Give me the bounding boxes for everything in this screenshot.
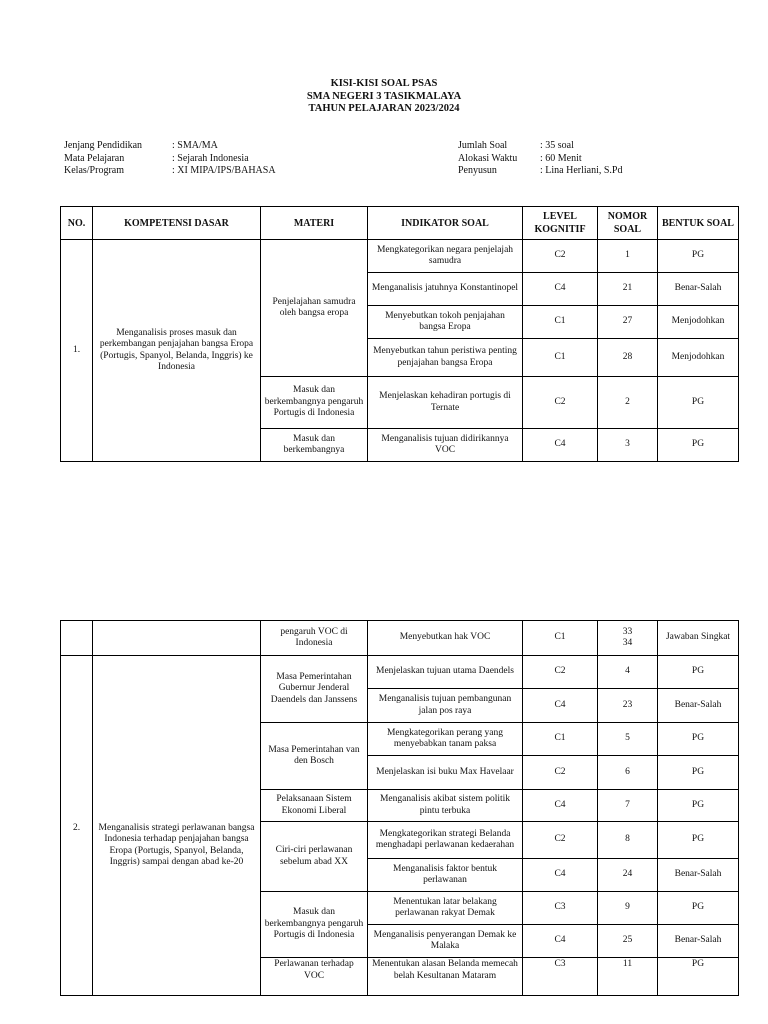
table-row <box>61 822 739 859</box>
title-line-3: TAHUN PELAJARAN 2023/2024 <box>308 103 460 114</box>
col-header-bentuk: BENTUK SOAL <box>658 207 739 240</box>
cell-level: C1 <box>523 306 598 339</box>
info-label: Penyusun <box>458 165 497 176</box>
title-line-2: SMA NEGERI 3 TASIKMALAYA <box>306 90 462 102</box>
info-row <box>458 153 623 166</box>
cell-nomor: 2 <box>598 377 658 429</box>
document-title <box>0 78 768 116</box>
info-label: Kelas/Program <box>64 165 124 176</box>
cell-bentuk: PG <box>658 429 739 462</box>
cell-level: C4 <box>523 790 598 822</box>
cell-level: C1 <box>523 339 598 377</box>
cell-bentuk: Benar-Salah <box>658 925 739 958</box>
cell-nomor: 33 34 <box>598 621 658 656</box>
info-left <box>64 140 276 178</box>
info-label: Alokasi Waktu <box>458 152 518 164</box>
title-line-1: KISI-KISI SOAL PSAS <box>330 78 438 89</box>
cell-indikator: Menganalisis jatuhnya Konstantinopel <box>368 273 523 306</box>
cell-materi: Masa Pemerintahan van den Bosch <box>261 723 368 790</box>
info-value: : SMA/MA <box>172 140 218 151</box>
cell-indikator: Menganalisis tujuan pembangunan jalan pos raya <box>368 689 523 723</box>
cell-bentuk: PG <box>658 240 739 273</box>
info-label: Mata Pelajaran <box>64 152 125 164</box>
info-row <box>458 140 623 153</box>
cell-bentuk: PG <box>658 377 739 429</box>
cell-bentuk: PG <box>658 790 739 822</box>
cell-kompetensi-dasar: Menganalisis strategi perlawanan bangsa Indonesia terhadap penjajahan bangsa Eropa (Portugis, Spanyol, Belanda, Inggris) sampai dengan abad ke-20 <box>93 822 261 996</box>
cell-materi: Penjelajahan samudra oleh bangsa eropa <box>261 240 368 377</box>
cell-level: C4 <box>523 689 598 723</box>
cell-level: C4 <box>523 859 598 892</box>
cell-materi: Masa Pemerintahan Gubernur Jenderal Daendels dan Janssens <box>261 656 368 723</box>
cell-materi: Ciri-ciri perlawanan sebelum abad XX <box>261 822 368 892</box>
cell-level: C2 <box>523 822 598 859</box>
cell-level: C2 <box>523 377 598 429</box>
cell-nomor: 4 <box>598 656 658 689</box>
cell-nomor: 21 <box>598 273 658 306</box>
cell-indikator: Menganalisis faktor bentuk perlawanan <box>368 859 523 892</box>
cell-no: 2. <box>61 822 93 996</box>
cell-indikator: Menganalisis tujuan didirikannya VOC <box>368 429 523 462</box>
kisi-kisi-table-page-1 <box>60 206 739 462</box>
info-row <box>458 165 623 178</box>
info-value: : Sejarah Indonesia <box>172 152 249 164</box>
cell-indikator: Menjelaskan isi buku Max Havelaar <box>368 756 523 790</box>
info-row <box>64 140 276 153</box>
cell-bentuk: PG <box>658 958 739 996</box>
cell-materi: Masuk dan berkembangnya pengaruh Portugis di Indonesia <box>261 892 368 958</box>
cell-level: C2 <box>523 240 598 273</box>
cell-indikator: Mengkategorikan strategi Belanda menghadapi perlawanan kedaerahan <box>368 822 523 859</box>
cell-level: C3 <box>523 958 598 996</box>
cell-indikator: Menyebutkan tahun peristiwa penting penjajahan bangsa Eropa <box>368 339 523 377</box>
cell-nomor: 9 <box>598 892 658 925</box>
cell-nomor: 1 <box>598 240 658 273</box>
info-label: Jumlah Soal <box>458 140 508 151</box>
cell-nomor: 25 <box>598 925 658 958</box>
info-row <box>64 165 276 178</box>
cell-nomor: 23 <box>598 689 658 723</box>
cell-indikator: Menganalisis penyerangan Demak ke Malaka <box>368 925 523 958</box>
cell-bentuk: Benar-Salah <box>658 689 739 723</box>
cell-level: C4 <box>523 429 598 462</box>
cell-level: C4 <box>523 273 598 306</box>
col-header-indikator: INDIKATOR SOAL <box>368 207 523 240</box>
info-label: Jenjang Pendidikan <box>64 140 143 151</box>
cell-nomor: 7 <box>598 790 658 822</box>
cell-level: C2 <box>523 756 598 790</box>
cell-level: C1 <box>523 723 598 756</box>
info-value: : 60 Menit <box>540 152 582 164</box>
cell-materi: Perlawanan terhadap VOC <box>261 958 368 996</box>
col-header-level: LEVEL KOGNITIF <box>523 207 598 240</box>
col-header-kd: KOMPETENSI DASAR <box>93 207 261 240</box>
table-header-row <box>61 207 739 240</box>
cell-bentuk: PG <box>658 756 739 790</box>
cell-indikator: Menjelaskan tujuan utama Daendels <box>368 656 523 689</box>
cell-indikator: Mengkategorikan negara penjelajah samudra <box>368 240 523 273</box>
cell-no: 1. <box>61 240 93 462</box>
cell-nomor: 3 <box>598 429 658 462</box>
info-row <box>64 153 276 166</box>
cell-indikator: Menyebutkan tokoh penjajahan bangsa Eropa <box>368 306 523 339</box>
cell-nomor: 6 <box>598 756 658 790</box>
cell-indikator: Menjelaskan kehadiran portugis di Ternate <box>368 377 523 429</box>
cell-indikator: Menentukan alasan Belanda memecah belah Kesultanan Mataram <box>368 958 523 996</box>
cell-materi: pengaruh VOC di Indonesia <box>261 621 368 656</box>
cell-kd-continued <box>93 656 261 822</box>
cell-nomor: 5 <box>598 723 658 756</box>
cell-nomor: 11 <box>598 958 658 996</box>
cell-bentuk: PG <box>658 822 739 859</box>
cell-bentuk: PG <box>658 892 739 925</box>
cell-level: C3 <box>523 892 598 925</box>
cell-nomor: 24 <box>598 859 658 892</box>
cell-materi: Masuk dan berkembangnya pengaruh Portugis di Indonesia <box>261 377 368 429</box>
cell-materi: Masuk dan berkembangnya <box>261 429 368 462</box>
col-header-no: NO. <box>61 207 93 240</box>
col-header-materi: MATERI <box>261 207 368 240</box>
table-row <box>61 240 739 273</box>
cell-no <box>61 621 93 656</box>
cell-no-continued <box>61 656 93 822</box>
cell-nomor: 28 <box>598 339 658 377</box>
cell-indikator: Menyebutkan hak VOC <box>368 621 523 656</box>
cell-level: C1 <box>523 621 598 656</box>
cell-bentuk: Benar-Salah <box>658 273 739 306</box>
cell-kompetensi-dasar <box>93 621 261 656</box>
cell-nomor: 27 <box>598 306 658 339</box>
cell-level: C2 <box>523 656 598 689</box>
cell-kompetensi-dasar: Menganalisis proses masuk dan perkembangan penjajahan bangsa Eropa (Portugis, Spanyol, Belanda, Inggris) ke Indonesia <box>93 240 261 462</box>
cell-bentuk: Jawaban Singkat <box>658 621 739 656</box>
cell-materi: Pelaksanaan Sistem Ekonomi Liberal <box>261 790 368 822</box>
cell-nomor: 8 <box>598 822 658 859</box>
cell-bentuk: PG <box>658 723 739 756</box>
cell-indikator: Menentukan latar belakang perlawanan rakyat Demak <box>368 892 523 925</box>
cell-indikator: Menganalisis akibat sistem politik pintu terbuka <box>368 790 523 822</box>
info-right <box>458 140 623 178</box>
cell-bentuk: PG <box>658 656 739 689</box>
info-value: : Lina Herliani, S.Pd <box>540 165 623 176</box>
cell-bentuk: Menjodohkan <box>658 339 739 377</box>
cell-indikator: Mengkategorikan perang yang menyebabkan tanam paksa <box>368 723 523 756</box>
info-value: : 35 soal <box>540 140 574 151</box>
table-row <box>61 621 739 656</box>
cell-bentuk: Benar-Salah <box>658 859 739 892</box>
cell-bentuk: Menjodohkan <box>658 306 739 339</box>
cell-level: C4 <box>523 925 598 958</box>
info-value: : XI MIPA/IPS/BAHASA <box>172 165 276 176</box>
col-header-nomor: NOMOR SOAL <box>598 207 658 240</box>
kisi-kisi-table-page-2 <box>60 620 739 996</box>
table-row <box>61 656 739 689</box>
